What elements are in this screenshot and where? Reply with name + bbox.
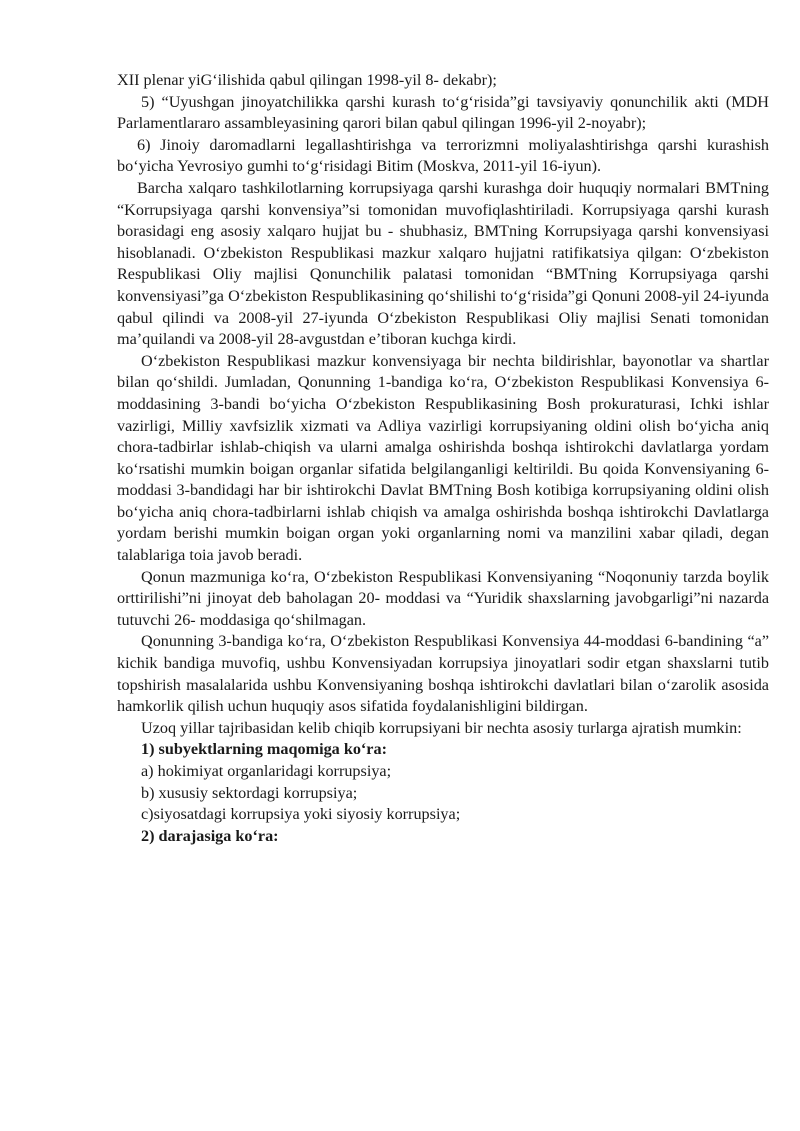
paragraph-3: 6) Jinoiy daromadlarni legallashtirishga va terrorizmni moliyalashtirishga qarshi kurashish bo‘yicha Yevrosiyo gumhi to‘g‘risidagi Bitim (Moskva, 2011-yil 16-iyun). — [117, 135, 769, 176]
paragraph-6: Qonun mazmuniga ko‘ra, O‘zbekiston Respublikasi Konvensiyaning “Noqonuniy tarzda boylik orttirilishi”ni jinoyat deb baholagan 20- moddasi va “Yuridik shaxslarning javobgarligi”ni nazarda tutuvchi 26- moddasiga qo‘shilmagan. — [117, 567, 769, 629]
list-item-b: b) xususiy sektordagi korrupsiya; — [141, 783, 358, 802]
list-item-c: c)siyosatdagi korrupsiya yoki siyosiy korrupsiya; — [141, 805, 461, 824]
paragraph-1: XII plenar yiG‘ilishida qabul qilingan 1998-yil 8- dekabr); — [117, 71, 497, 89]
document-page — [117, 70, 769, 847]
paragraph-4: Barcha xalqaro tashkilotlarning korrupsiyaga qarshi kurashga doir huquqiy normalari BMTning “Korrupsiyaga qarshi konvensiya”si tomonidan muvofiqlashtiriladi. Korrupsiyaga qarshi kurash borasidagi eng asosiy xalqaro hujjat bu - shubhasiz, BMTning Korrupsiyaga qarshi konvensiyasi hisoblanadi. O‘zbekiston Respublikasi mazkur xalqaro hujjatni ratifikatsiya qilgan: O‘zbekiston Respublikasi Oliy majlisi Qonunchilik palatasi tomonidan “BMTning Korrupsiyaga qarshi konvensiyasi”ga O‘zbekiston Respublikasining qo‘shilishi to‘g‘risida”gi Qonuni 2008-yil 24-iyunda qabul qilindi va 2008-yil 27-iyunda O‘zbekiston Respublikasi Oliy majlisi Senati tomonidan ma’quilandi va 2008-yil 28-avgustdan e’tiboran kuchga kirdi. — [117, 178, 769, 349]
paragraph-5: O‘zbekiston Respublikasi mazkur konvensiyaga bir nechta bildirishlar, bayonotlar va shartlar bilan qo‘shildi. Jumladan, Qonunning 1-bandiga ko‘ra, O‘zbekiston Respublikasi Konvensiya 6-moddasining 3-bandi bo‘yicha O‘zbekiston Respublikasining Bosh prokuraturasi, Ichki ishlar vazirligi, Milliy xavfsizlik xizmati va Adliya vazirligi korrupsiyaning oldini olish bo‘yicha aniq chora-tadbirlar ishlab-chiqish va ularni amalga oshirishda boshqa ishtirokchi davlatlarga yordam ko‘rsatishi mumkin boigan organlar sifatida belgilanganligi keltirildi. Bu qoida Konvensiyaning 6-moddasi 3-bandidagi har bir ishtirokchi Davlat BMTning Bosh kotibiga korrupsiyaning oldini olish bo‘yicha aniq chora-tadbirlarni ishlab chiqish va amalga oshirishda boshqa ishtirokchi Davlatlarga yordam berishi mumkin boigan organ yoki organlarning nomi va manzilini xabar qiladi, degan talablariga toia javob beradi. — [117, 351, 769, 565]
paragraph-8: Uzoq yillar tajribasidan kelib chiqib korrupsiyani bir nechta asosiy turlarga ajratish mumkin: — [141, 718, 742, 737]
list-item-a: a) hokimiyat organlaridagi korrupsiya; — [141, 762, 392, 780]
paragraph-2: 5) “Uyushgan jinoyatchilikka qarshi kurash to‘g‘risida”gi tavsiyaviy qonunchilik akti (MDH Parlamentlararo assambleyasining qarori bilan qabul qilingan 1996-yil 2-noyabr); — [117, 92, 769, 133]
list-heading-2: 2) darajasiga ko‘ra: — [141, 826, 279, 845]
list-heading-1: 1) subyektlarning maqomiga ko‘ra: — [141, 740, 387, 759]
paragraph-7: Qonunning 3-bandiga ko‘ra, O‘zbekiston Respublikasi Konvensiya 44-moddasi 6-bandining “a” kichik bandiga muvofiq, ushbu Konvensiyadan korrupsiya jinoyatlari sodir etgan shaxslarni tutib topshirish masalalarida ushbu Konvensiyaning boshqa ishtirokchi davlatlari bilan o‘zarolik asosida hamkorlik qilish uchun huquqiy asos sifatida foydalanishligini bildirgan. — [117, 632, 769, 716]
